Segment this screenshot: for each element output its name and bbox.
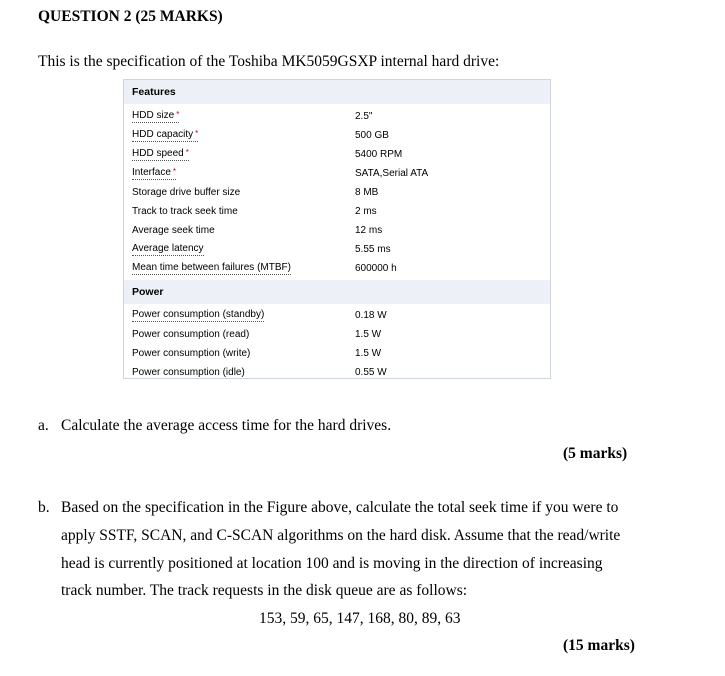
spec-label-text: Power consumption (standby) — [132, 309, 265, 320]
spec-label-text: HDD speed — [132, 148, 184, 159]
required-marker: * — [185, 148, 189, 157]
spec-label-link[interactable] — [132, 148, 189, 161]
question-b-line: apply SSTF, SCAN, and C-SCAN algorithms on the hard disk. Assume that the read/write — [61, 527, 621, 544]
spec-value: 2 ms — [355, 206, 377, 217]
spec-label-link[interactable] — [132, 110, 179, 123]
spec-row — [124, 240, 550, 259]
question-a-text: Calculate the average access time for the hard drives. — [61, 417, 392, 434]
spec-label-text: HDD size — [132, 110, 175, 121]
spec-row — [124, 126, 550, 145]
spec-label-link[interactable] — [132, 243, 204, 256]
spec-label-text: Interface — [132, 167, 171, 178]
spec-row — [124, 259, 550, 278]
spec-value: 8 MB — [355, 187, 379, 198]
track-request-sequence: 153, 59, 65, 147, 168, 80, 89, 63 — [259, 610, 461, 627]
spec-label — [132, 325, 249, 344]
required-marker: * — [195, 129, 199, 138]
intro-text: This is the specification of the Toshiba MK5059GSXP internal hard drive: — [38, 53, 500, 70]
spec-label-link[interactable] — [132, 309, 264, 322]
spec-label-text: HDD capacity — [132, 129, 194, 140]
spec-value: 500 GB — [355, 130, 389, 141]
spec-label-text: Storage drive buffer size — [132, 187, 241, 198]
spec-label-text: Average seek time — [132, 225, 215, 236]
spec-label-text: Mean time between failures (MTBF) — [132, 262, 291, 273]
spec-label-text: Average latency — [132, 243, 204, 254]
spec-label — [132, 363, 245, 382]
spec-row — [124, 221, 550, 240]
required-marker: * — [172, 167, 177, 176]
question-a-marks: (5 marks) — [563, 445, 628, 462]
spec-value: 12 ms — [355, 225, 383, 236]
spec-value: 1.5 W — [355, 329, 382, 340]
spec-value: 0.55 W — [355, 367, 387, 378]
spec-label-text: Track to track seek time — [132, 206, 238, 217]
spec-label — [132, 202, 238, 221]
required-marker: * — [176, 110, 180, 119]
spec-value: 5400 RPM — [355, 149, 403, 160]
spec-label-text: Power consumption (read) — [132, 329, 250, 340]
spec-row — [124, 164, 550, 183]
question-b-line: Based on the specification in the Figure above, calculate the total seek time if you were to — [61, 499, 619, 516]
power-header: Power — [124, 280, 550, 304]
question-b-line: track number. The track requests in the disk queue are as follows: — [61, 582, 468, 599]
question-b-letter: b. — [38, 499, 50, 516]
spec-label-text: Power consumption (write) — [132, 348, 251, 359]
spec-row — [124, 306, 550, 325]
features-header: Features — [124, 80, 550, 104]
question-heading: QUESTION 2 (25 MARKS) — [38, 8, 223, 25]
spec-label — [132, 183, 240, 202]
spec-row — [124, 183, 550, 202]
question-b-marks: (15 marks) — [563, 637, 635, 654]
spec-label-link[interactable] — [132, 262, 291, 275]
spec-row — [124, 202, 550, 221]
spec-label — [132, 344, 250, 363]
spec-value: 5.55 ms — [355, 244, 391, 255]
question-a-letter: a. — [38, 417, 49, 434]
spec-label-link[interactable] — [132, 129, 198, 142]
spec-value: 2.5" — [355, 111, 373, 122]
spec-label-text: Power consumption (idle) — [132, 367, 245, 378]
spec-row — [124, 145, 550, 164]
spec-value: 1.5 W — [355, 348, 382, 359]
spec-row — [124, 325, 550, 344]
spec-table — [123, 79, 551, 379]
question-b-line: head is currently positioned at location 100 and is moving in the direction of increasing — [61, 555, 603, 572]
spec-row — [124, 344, 550, 363]
spec-label — [132, 221, 215, 240]
spec-value: 0.18 W — [355, 310, 387, 321]
spec-row — [124, 107, 550, 126]
spec-value: SATA,Serial ATA — [355, 168, 429, 179]
spec-row — [124, 363, 550, 382]
spec-label-link[interactable] — [132, 167, 176, 180]
spec-value: 600000 h — [355, 263, 397, 274]
